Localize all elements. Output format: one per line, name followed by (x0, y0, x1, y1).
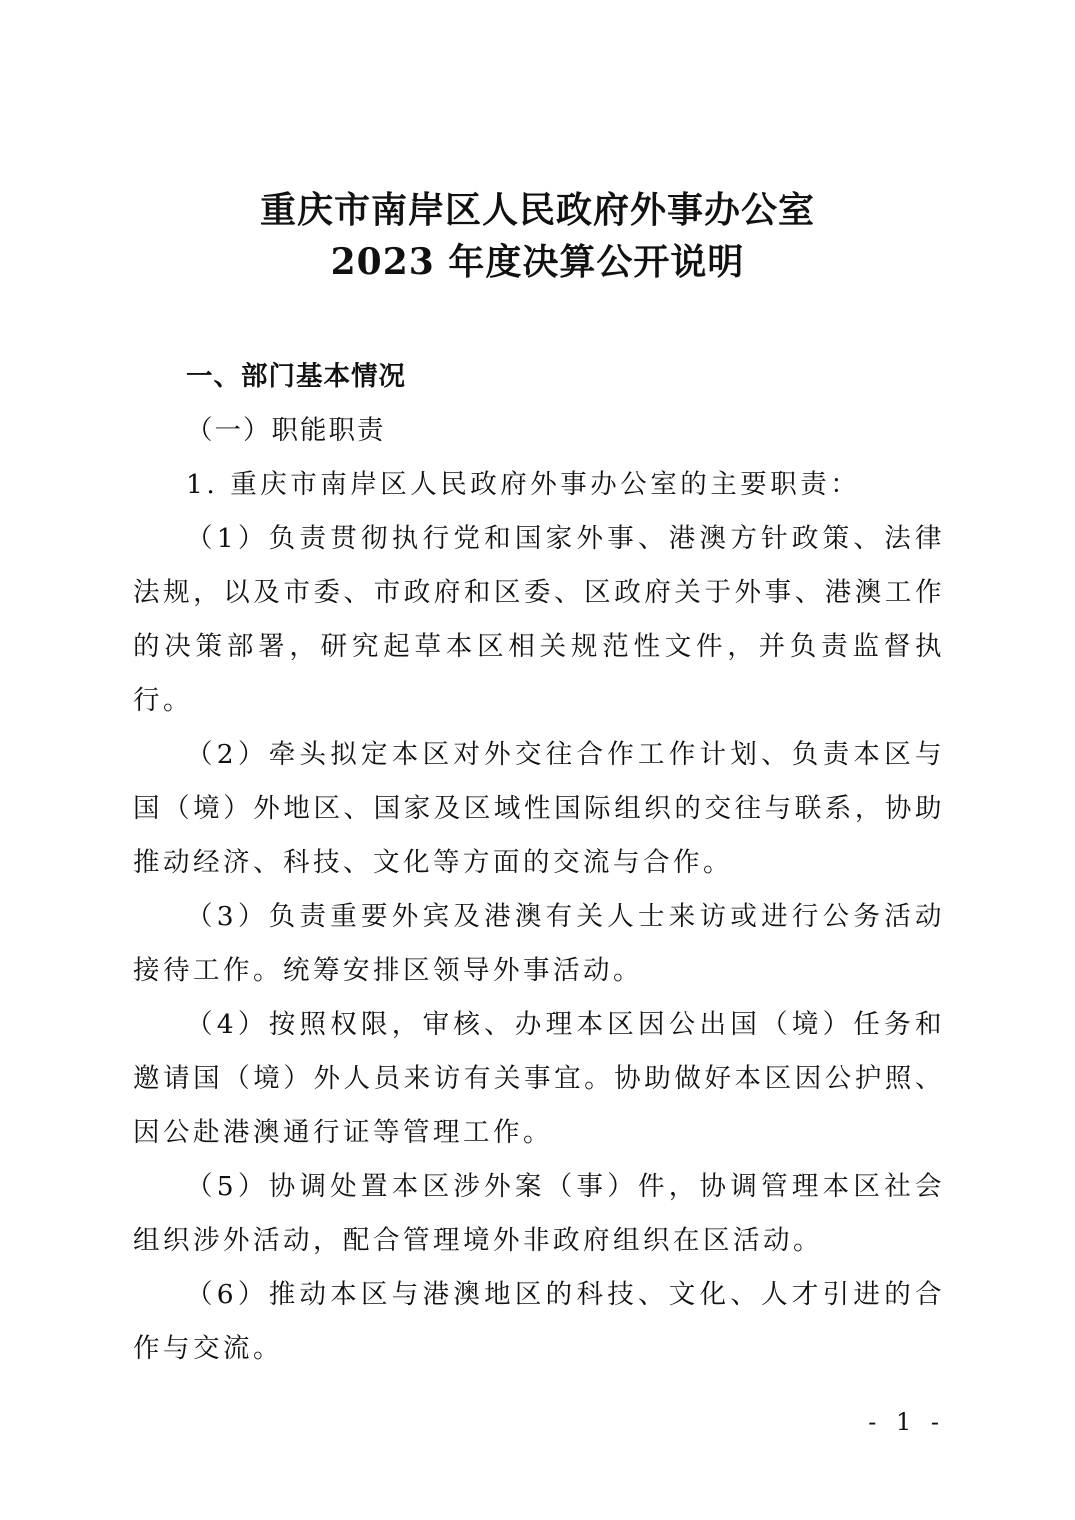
duty-item-2: （2）牵头拟定本区对外交往合作工作计划、负责本区与国（境）外地区、国家及区域性国际组织的交往与联系，协助推动经济、科技、文化等方面的交流与合作。 (133, 739, 945, 878)
duties-intro: 1. 重庆市南岸区人民政府外事办公室的主要职责： (186, 469, 861, 500)
section-heading: 一、部门基本情况 (186, 361, 406, 392)
document-title-line1: 重庆市南岸区人民政府外事办公室 (259, 189, 815, 231)
subsection-heading: （一）职能职责 (186, 415, 386, 446)
document-body (133, 350, 945, 1376)
document-title-line2: 2023 年度决算公开说明 (330, 241, 745, 283)
page-number: - 1 - (868, 1408, 945, 1436)
duty-item-6: （6）推动本区与港澳地区的科技、文化、人才引进的合作与交流。 (133, 1279, 945, 1364)
duty-item-3: （3）负责重要外宾及港澳有关人士来访或进行公务活动接待工作。统筹安排区领导外事活动。 (133, 901, 945, 986)
duty-item-4: （4）按照权限，审核、办理本区因公出国（境）任务和邀请国（境）外人员来访有关事宜。协助做好本区因公护照、因公赴港澳通行证等管理工作。 (133, 1009, 945, 1148)
duty-item-1: （1）负责贯彻执行党和国家外事、港澳方针政策、法律法规，以及市委、市政府和区委、区政府关于外事、港澳工作的决策部署，研究起草本区相关规范性文件，并负责监督执行。 (133, 523, 945, 716)
duty-item-5: （5）协调处置本区涉外案（事）件，协调管理本区社会组织涉外活动，配合管理境外非政府组织在区活动。 (133, 1171, 945, 1256)
